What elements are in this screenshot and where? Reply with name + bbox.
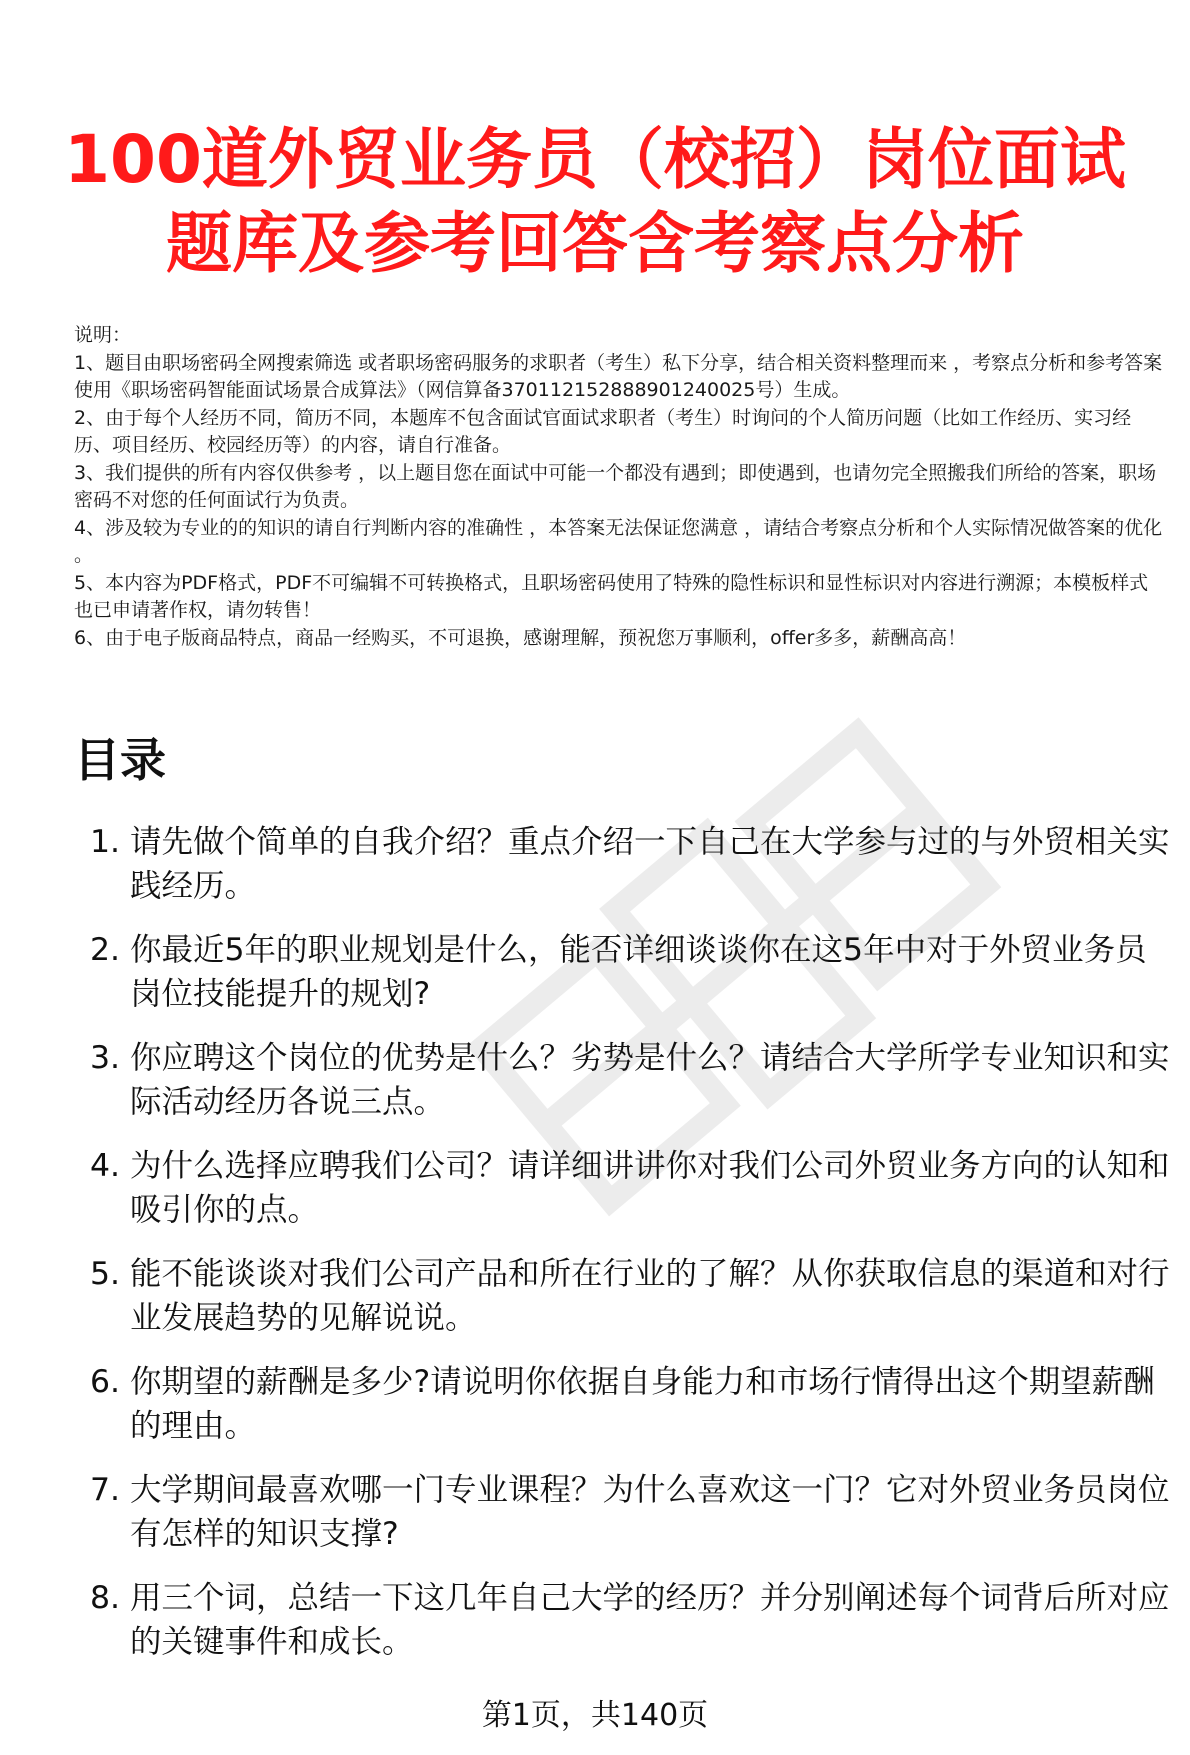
toc-item-text: 为什么选择应聘我们公司？请详细讲讲你对我们公司外贸业务方向的认知和吸引你的点。 xyxy=(130,1148,1170,1228)
toc-item[interactable] xyxy=(74,1468,1174,1556)
title-line-2: 题库及参考回答含考察点分析 xyxy=(166,205,1024,282)
toc-item[interactable] xyxy=(74,928,1174,1016)
table-of-contents xyxy=(74,820,1174,1684)
note-item: 1、题目由职场密码全网搜索筛选 或者职场密码服务的求职者（考生）私下分享，结合相关资料整理而来 ，考察点分析和参考答案使用《职场密码智能面试场景合成算法》（网信算备370112152888901240025号）生成。 xyxy=(74,351,1163,401)
toc-item-text: 能不能谈谈对我们公司产品和所在行业的了解？从你获取信息的渠道和对行业发展趋势的见解说说。 xyxy=(130,1256,1170,1336)
note-item: 2、由于每个人经历不同，简历不同，本题库不包含面试官面试求职者（考生）时询问的个人简历问题（比如工作经历、实习经历、项目经历、校园经历等）的内容，请自行准备。 xyxy=(74,406,1132,456)
toc-item-number: 7. xyxy=(89,1472,120,1508)
toc-item-text: 大学期间最喜欢哪一门专业课程？为什么喜欢这一门？它对外贸业务员岗位有怎样的知识支撑? xyxy=(130,1472,1170,1552)
document-title xyxy=(0,118,1190,286)
toc-item-number: 5. xyxy=(89,1256,120,1292)
toc-item[interactable] xyxy=(74,1576,1174,1664)
title-line-1: 100道外贸业务员（校招）岗位面试 xyxy=(64,121,1126,198)
toc-item-text: 你应聘这个岗位的优势是什么？劣势是什么？请结合大学所学专业知识和实际活动经历各说三点。 xyxy=(130,1040,1170,1120)
toc-item-number: 1. xyxy=(89,824,120,860)
toc-item-number: 6. xyxy=(89,1364,120,1400)
toc-item[interactable] xyxy=(74,1360,1174,1448)
toc-item-number: 3. xyxy=(89,1040,120,1076)
toc-item[interactable] xyxy=(74,820,1174,908)
toc-item-number: 8. xyxy=(89,1580,120,1616)
notes-section xyxy=(74,322,1164,652)
notes-heading: 说明： xyxy=(74,324,132,346)
toc-item[interactable] xyxy=(74,1252,1174,1340)
note-item: 6、由于电子版商品特点，商品一经购买，不可退换，感谢理解，预祝您万事顺利，offer多多，薪酬高高！ xyxy=(74,626,967,649)
page-number: 第1页，共140页 xyxy=(481,1698,709,1733)
toc-item-text: 请先做个简单的自我介绍？重点介绍一下自己在大学参与过的与外贸相关实践经历。 xyxy=(130,824,1170,904)
note-item: 4、涉及较为专业的的知识的请自行判断内容的准确性 ，本答案无法保证您满意 ，请结合考察点分析和个人实际情况做答案的优化 。 xyxy=(74,516,1163,566)
toc-item-number: 4. xyxy=(89,1148,120,1184)
toc-item-number: 2. xyxy=(89,932,120,968)
toc-item[interactable] xyxy=(74,1144,1174,1232)
toc-item-text: 你期望的薪酬是多少?请说明你依据自身能力和市场行情得出这个期望薪酬的理由。 xyxy=(130,1364,1155,1444)
note-item: 5、本内容为PDF格式，PDF不可编辑不可转换格式，且职场密码使用了特殊的隐性标识和显性标识对内容进行溯源；本模板样式也已申请著作权，请勿转售！ xyxy=(74,571,1149,621)
toc-heading: 目录 xyxy=(74,733,166,787)
toc-item[interactable] xyxy=(74,1036,1174,1124)
note-item: 3、我们提供的所有内容仅供参考 ，以上题目您在面试中可能一个都没有遇到；即使遇到，也请勿完全照搬我们所给的答案，职场密码不对您的任何面试行为负责。 xyxy=(74,461,1157,511)
toc-item-text: 你最近5年的职业规划是什么，能否详细谈谈你在这5年中对于外贸业务员岗位技能提升的规划? xyxy=(130,932,1147,1012)
toc-item-text: 用三个词，总结一下这几年自己大学的经历？并分别阐述每个词背后所对应的关键事件和成长。 xyxy=(130,1580,1170,1660)
